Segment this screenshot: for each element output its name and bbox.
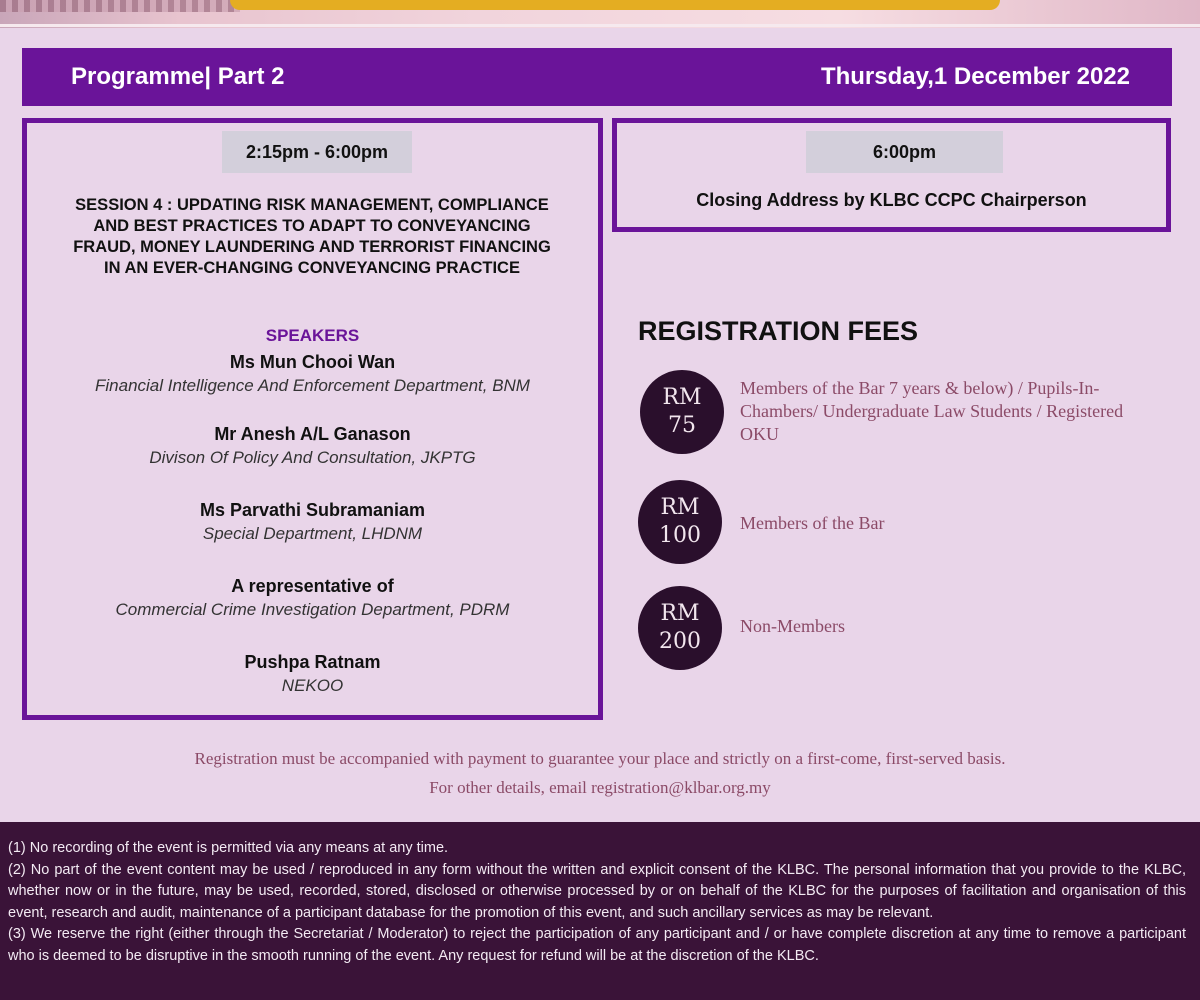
speaker-name: Ms Mun Chooi Wan xyxy=(229,352,396,372)
speaker-name: A representative of xyxy=(231,576,394,596)
speaker-name: Ms Parvathi Subramaniam xyxy=(199,500,426,520)
session-panel xyxy=(22,118,603,720)
speaker-organisation: NEKOO xyxy=(281,676,344,695)
event-date: Thursday,1 December 2022 xyxy=(820,63,1130,90)
disclaimer-item: (2) No part of the event content may be used / reproduced in any form without the written and explicit consent of the KLBC. The personal information that you provide to the KLBC, whether now or in the future, may be used, recorded, stored, disclosed or otherwise processed by or on behalf of the KLBC for the purposes of facilitation and organisation of this event, research and audit, maintenance of a participant database for the promotion of this event, and such ancillary services as may be relevant. xyxy=(8,861,1186,921)
fee-badge xyxy=(640,370,724,454)
registration-fees-heading: REGISTRATION FEES xyxy=(638,316,919,346)
speaker-item xyxy=(27,350,598,398)
fee-amount: 75 xyxy=(668,413,696,438)
closing-address: Closing Address by KLBC CCPC Chairperson xyxy=(696,190,1087,210)
contact-email-note: For other details, email registration@klbar.org.my xyxy=(429,778,771,797)
speaker-organisation: Special Department, LHDNM xyxy=(202,524,423,543)
fee-description: Non-Members xyxy=(740,616,845,636)
closing-panel xyxy=(612,118,1171,232)
registration-note: Registration must be accompanied with payment to guarantee your place and strictly on a first-come, first-served basis. xyxy=(194,749,1006,768)
fee-currency: RM xyxy=(660,495,700,520)
speaker-item xyxy=(27,574,598,622)
speaker-name: Pushpa Ratnam xyxy=(244,652,381,672)
fee-currency: RM xyxy=(660,601,700,626)
session-time-badge: 2:15pm - 6:00pm xyxy=(222,131,412,173)
speaker-organisation: Commercial Crime Investigation Department, PDRM xyxy=(115,600,510,619)
fee-badge xyxy=(638,480,722,564)
fee-currency: RM xyxy=(662,385,702,410)
fee-amount: 100 xyxy=(659,523,701,548)
banner-decoration xyxy=(0,0,240,12)
fee-description: Members of the Bar xyxy=(740,513,885,533)
fee-amount: 200 xyxy=(659,629,701,654)
speaker-item xyxy=(27,422,598,470)
speaker-name: Mr Anesh A/L Ganason xyxy=(214,424,411,444)
speaker-item xyxy=(27,650,598,698)
fee-description: Members of the Bar 7 years & below) / Pupils-In-Chambers/ Undergraduate Law Students / Registered OKU xyxy=(740,378,1124,444)
programme-header xyxy=(22,48,1172,106)
speaker-organisation: Financial Intelligence And Enforcement Department, BNM xyxy=(95,376,530,395)
disclaimer-text xyxy=(8,838,1186,967)
disclaimer-footer xyxy=(0,822,1200,1000)
gold-banner-edge xyxy=(230,0,1000,10)
disclaimer-item: (3) We reserve the right (either through the Secretariat / Moderator) to reject the participation of any participant and / or have complete discretion at any time to remove a participant who is deemed to be disruptive in the smooth running of the event. Any request for refund will be at the discretion of the KLBC. xyxy=(8,926,1186,964)
banner-divider xyxy=(0,24,1200,27)
closing-time-badge: 6:00pm xyxy=(806,131,1003,173)
speaker-item xyxy=(27,498,598,546)
programme-title: Programme| Part 2 xyxy=(71,63,285,90)
speaker-organisation: Divison Of Policy And Consultation, JKPTG xyxy=(149,448,476,467)
disclaimer-item: (1) No recording of the event is permitted via any means at any time. xyxy=(8,840,449,856)
fee-badge xyxy=(638,586,722,670)
session-title: SESSION 4 : UPDATING RISK MANAGEMENT, COMPLIANCE AND BEST PRACTICES TO ADAPT TO CONVEYANCING FRAUD, MONEY LAUNDERING AND TERRORIST FINANCING IN AN EVER-CHANGING CONVEYANCING PRACTICE xyxy=(73,196,551,277)
top-banner-strip xyxy=(0,0,1200,28)
speakers-heading: SPEAKERS xyxy=(265,326,360,345)
